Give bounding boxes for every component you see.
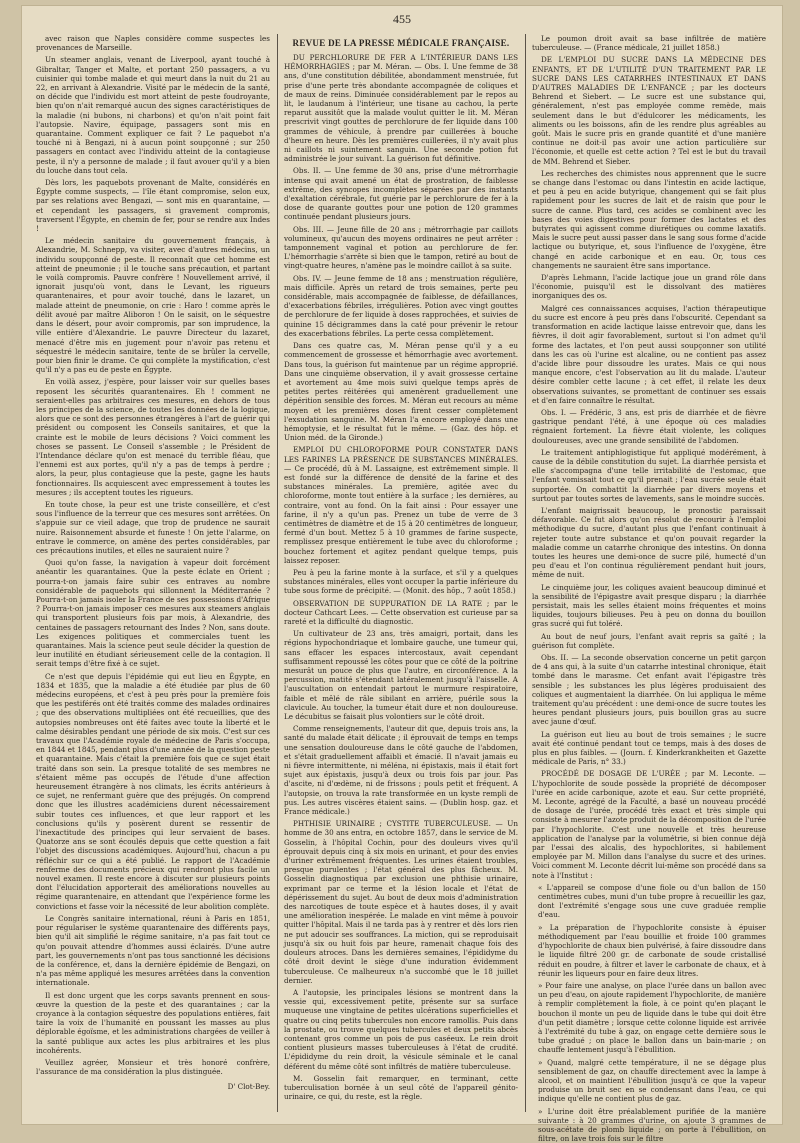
quoted-paragraph: » L'urine doit être préalablement purifiée de la manière suivante : à 20 grammes d'urine, on ajoute 3 grammes de sous-acétate de plomb liquide ; on porte à l'ébullition, on filtre, on lave trois fois sur le filtre — [538, 1106, 766, 1143]
quoted-paragraph: « L'appareil se compose d'une fiole ou d'un ballon de 150 centimètres cubes, muni d'un tube propre à recueillir les gaz, dont l'extrémité s'engage sous une cuve graduée remplie d'eau. — [538, 882, 766, 920]
section-heading: REVUE DE LA PRESSE MÉDICALE FRANÇAISE. — [292, 38, 510, 48]
paragraph: Au bout de neuf jours, l'enfant avait repris sa gaîté ; la guérison fut complète. — [532, 631, 766, 650]
quoted-paragraph: » Quand, malgré cette température, il ne se dégage plus sensiblement de gaz, on chauffe directement avec la lampe à alcool, et on maintient l'ébullition jusqu'à ce que la vapeur produise un bruit sec en se condensant dans l'eau, ce qui indique qu'elle ne contient plus de gaz. — [538, 1057, 766, 1104]
paragraph: D'après Lehmann, l'acide lactique joue un grand rôle dans l'économie, puisqu'il est le dissolvant des matières inorganiques des os. — [532, 273, 766, 301]
paragraph: A l'autopsie, les principales lésions se montrent dans la vessie qui, excessivement petite, présente sur sa surface muqueuse une vingtaine de petites ulcérations superficielles et quatre ou cinq petits tubercules non encore ramollis. Puis dans la prostate, ou trouve quelques tubercules et deux petits abcès contenant gros comme un pois de pus caséeux. Le rein droit contient plusieurs masses tuberculeuses à l'état de crudité. L'épididyme du rein droit, la vésicule séminale et le canal déférent du même côté sont infiltrés de matière tuberculeuse. — [284, 987, 518, 1071]
paragraph: avec raison que Naples considère comme suspectes les provenances de Marseille. — [36, 34, 270, 53]
paragraph: Veuillez agréer, Monsieur et très honoré confrère, l'assurance de ma considération la plus distinguée. — [36, 1057, 270, 1077]
paragraph: Dès lors, les paquebots provenant de Malte, considérés en Égypte comme suspects, — l'île étant compromise, selon eux, par ses relations avec Bengazi, — sont mis en quarantaine, — et cependant les passagers, si gravement compromis, traversent l'Égypte, en chemin de fer, pour se rendre aux Indes ! — [36, 178, 270, 234]
newspaper-page — [22, 6, 782, 1143]
paragraph: Il est donc urgent que les corps savants prennent en sous-œuvre la question de la peste et des quarantaines ; car la croyance à la contagion séquestre des populations entières, fait taire la voix de l'humanité en poussant les masses au plus déplorable égoïsme, et les administrations chargées de veiller à la santé publique aux actes les plus arbitraires et les plus incohérents. — [36, 990, 270, 1055]
quoted-paragraph: » La préparation de l'hypochlorite consiste à épuiser méthodiquement par l'eau bouillie et froide 100 grammes d'hypochlorite de chaux bien pulvérisé, à faire dissoudre dans le liquide filtré 200 gr. de carbonate de soude cristallisé réduit en poudre, à filtrer et laver le carbonate de chaux, et à réunir les liqueurs pour en faire deux litres. — [538, 922, 766, 978]
paragraph: DU PERCHLORURE DE FER A L'INTÉRIEUR DANS LES HÉMORRHAGIES ; par M. Méran. — Obs. I. Une femme de 38 ans, d'une constitution débilitée, abondamment menstruée, fut prise d'une perte très abondante accompagnée de coliques et de maux de reins. Diminuée considérablement par le repos au lit, le laudanum à l'intérieur, une tisane au cachou, la perte reparut aussitôt que la malade voulut quitter le lit. M. Méran prescrivit vingt gouttes de perchlorure de fer liquide dans 100 grammes de véhicule, à prendre par cuillerées à bouche d'heure en heure. Dès les premières cuillerées, il n'y avait plus ni caillots ni suintement sanguin. Une seconde potion fut administrée le jour suivant. La guérison fut définitive. — [284, 53, 518, 164]
paragraph: PHTHISIE URINAIRE ; CYSTITE TUBERCULEUSE. — Un homme de 30 ans entra, en octobre 1857, dans le service de M. Gosselin, à l'hôpital Cochin, pour des douleurs vives qu'il éprouvait depuis cinq à six mois en urinant, et pour des envies d'uriner extrêmement fréquentes. Les urines étaient troubles, presque purulentes ; l'état général des plus fâcheux. M. Gosselin diagnostiqua par exclusion une phthisie urinaire, exprimant par ce terme et la lésion locale et l'état de dépérissement du sujet. Au bout de deux mois d'administration des narcotiques de toute espèce et à hautes doses, il y avait une amélioration inespérée. Le malade en vint même à pouvoir quitter l'hôpital. Mais il ne tarda pas à y rentrer et dès lors rien ne put adoucir ses souffrances. La miction, qui se reproduisait jusqu'à six ou huit fois par heure, ramenait chaque fois des douleurs atroces. Dans les dernières semaines, l'épididyme du côté droit devint le siège d'une induration évidemment tuberculeuse. Ce malheureux n'a succombé que le 18 juillet dernier. — [284, 819, 518, 985]
paragraph: M. Gosselin fait remarquer, en terminant, cette tuberculisation bornée à un seul côté de l'appareil génito-urinaire, ce qui, du reste, est la règle. — [284, 1073, 518, 1102]
paragraph: La guérison eut lieu au bout de trois semaines ; le sucre avait été continué pendant tout ce temps, mais à des doses de plus en plus faibles. — (Journ. f. Kinderkrankheiten et Gazette médicale de Paris, n° 33.) — [532, 729, 766, 767]
paragraph: Le cinquième jour, les coliques avaient beaucoup diminué et la sensibilité de l'épigastre avait presque disparu ; la diarrhée persistait, mais les selles étaient moins fréquentes et moins liquides, toujours bilieuses. Peu à peu on donna du bouillon gras sucré qui fut toléré. — [532, 582, 766, 629]
paragraph: Le médecin sanitaire du gouvernement français, à Alexandrie, M. Schnepp, va visiter, avec d'autres médecins, un individu soupçonné de peste. Il reconnaît que cet homme est atteint de pneumonie ; il le touche sans précaution, et partant le voilà compromis. Pauvre confrère ! Nouvellement arrivé, il ignorait jusqu'où vont, dans le Levant, les rigueurs quarantenaires, et pour avoir touché, dans le lazaret, un malade atteint de pneumonie, on crie : Haro ! comme après le délit avoué par maître Aliboron ! On le saisit, on le séquestre dans le désert, pour avoir compromis, par son imprudence, la ville entière d'Alexandrie. Le pauvre Directeur du lazaret, menacé d'être mis en jugement pour n'avoir pas retenu et séquestré le médecin sanitaire, tente de se brûler la cervelle, pour bien finir le drame. Ce qui complète la mystification, c'est qu'il n'y a pas eu de peste en Égypte. — [36, 236, 270, 375]
paragraph: Obs. III. — Jeune fille de 20 ans ; métrorrhagie par caillots volumineux, qu'aucun des moyens ordinaires ne peut arrêter : tamponnement vaginal et potion au perchlorure de fer. L'hémorrhagie s'arrête si bien que le tampon, retiré au bout de vingt-quatre heures, n'amène pas le moindre caillot à sa suite. — [284, 224, 518, 271]
column-middle — [284, 34, 518, 1114]
paragraph: Un cultivateur de 23 ans, très amaigri, portait, dans les régions hypochondriaque et lombaire gauche, une tumeur qui, sans effacer les espaces intercostaux, avait cependant suffisamment repoussé les côtes pour que ce côté de la poitrine mesurât un pouce de plus que l'autre, en circonférence. A la percussion, matité s'étendant latéralement jusqu'à l'aisselle. A l'auscultation on entendait partout le murmure respiratoire, faible et mêlé de râle sibilant en arrière, puérile sous la clavicule. Au toucher, la tumeur était dure et non douloureuse. Le décubitus se faisait plus volontiers sur le côté droit. — [284, 629, 518, 722]
paragraph: Obs. II. — La seconde observation concerne un petit garçon de 4 ans qui, à la suite d'un catarrhe intestinal chronique, était tombé dans le marasme. Cet enfant avait l'épigastre très sensible ; les substances les plus légères produisaient des coliques et augmentaient la diarrhée. On lui appliqua le même traitement qu'au précédent : une demi-once de sucre toutes les heures pendant plusieurs jours, puis bouillon gras au sucre avec jaune d'œuf. — [532, 653, 766, 727]
paragraph: Malgré ces connaissances acquises, l'action thérapeutique du sucre est encore à peu près dans l'obscurité. Cependant sa transformation en acide lactique laisse entrevoir que, dans les fièvres, il doit agir favorablement, surtout si l'on admet qu'il forme des lactates, et l'on peut aussi soupçonner son utilité dans les cas où l'urine est alcaline, ou ne contient pas assez d'acide libre pour dissoudre les urates. Mais ce qui nous manque encore, c'est l'observation au lit du malade. L'auteur désire combler cette lacune ; à cet effet, il relate les deux observations suivantes, se promettant de continuer ses essais et d'en faire connaître le résultat. — [532, 303, 766, 405]
paragraph: DE L'EMPLOI DU SUCRE DANS LA MÉDECINE DES ENFANTS, ET DE L'UTILITÉ D'UN TRAITEMENT PAR LE SUCRE DANS LES CATARRHES INTESTINAUX ET DANS D'AUTRES MALADIES DE L'ENFANCE ; par les docteurs Behrend et Siebert. — Le sucre est une substance qui, généralement, n'est pas employée comme remède, mais seulement dans le but d'édulcorer les médicaments, les aliments ou les boissons, afin de les rendre plus agréables au goût. Mais le sucre pris en grande quantité et d'une manière continue ne doit-il pas avoir une action particulière sur l'économie, et quelle est cette action ? Tel est le but du travail de MM. Behrend et Sieber. — [532, 55, 766, 166]
column-right — [532, 34, 766, 1143]
paragraph: En voilà assez, j'espère, pour laisser voir sur quelles bases reposent les sécurités quarantenaires. Eh ! comment ne seraient-elles pas arbitraires ces mesures, en dehors de tous les principes de la science, de toutes les données de la logique, alors que ce sont des personnes étrangères à l'art de guérir qui président ou composent les Conseils sanitaires, et que la crainte est le mobile de leurs décisions ? Voici comment les choses se passent. Le Conseil s'assemble ; le Président de l'Intendance déclare qu'on est menacé du terrible fléau, que l'ennemi est aux portes, qu'il n'y a pas de temps à perdre ; alors, la peur, plus contagieuse que la peste, gagne les hauts fonctionnaires. Ils acquiescent avec empressement à toutes les mesures ; ils acceptent toutes les rigueurs. — [36, 377, 270, 497]
quoted-paragraph: » Pour faire une analyse, on place l'urée dans un ballon avec un peu d'eau, on ajoute rapidement l'hypochlorite, de manière à remplir complètement la fiole, à ce point qu'en plaçant le bouchon il monte un peu de liquide dans le tube qui doit être d'un petit diamètre ; lorsque cette colonne liquide est arrivée à l'extrémité du tube à gaz, on engage cette dernière sous le tube gradué ; on place le ballon dans un bain-marie ; on chauffe lentement jusqu'à l'ébullition. — [538, 980, 766, 1055]
paragraph: Obs. IV. — Jeune femme de 18 ans ; menstruation régulière, mais difficile. Après un retard de trois semaines, perte peu considérable, mais accompagnée de faiblesse, de défaillances, d'exacerbations fébriles, irrégulières. Potion avec vingt gouttes de perchlorure de fer liquide à doses rapprochées, et suivies de quinine 15 décigrammes dans la caté pour prévenir le retour des exacerbations fébriles. La perte cessa complètement. — [284, 273, 518, 338]
quoted-procedure — [532, 883, 766, 1143]
paragraph: EMPLOI DU CHLOROFORME POUR CONSTATER DANS LES FARINES LA PRÉSENCE DE SUBSTANCES MINÉRALES. — Ce procédé, dû à M. Lassaigne, est extrêmement simple. Il est fondé sur la différence de densité de la farine et des substances minérales. La première, agitée avec du chloroforme, monte tout entière à la surface ; les dernières, au contraire, vont au fond. On la fait ainsi : Pour essayer une farine, il n'y a qu'un pas. Prenez un tube de verre de 3 centimètres de diamètre et de 15 à 20 centimètres de longueur, fermé d'un bout. Mettez 5 à 10 grammes de farine suspecte, remplissez presque entièrement le tube avec du chloroforme ; bouchez fortement et agitez pendant quelque temps, puis laissez reposer. — [284, 445, 518, 565]
paragraph: Les recherches des chimistes nous apprennent que le sucre se change dans l'estomac ou dans l'intestin en acide lactique, et peu à peu en acide butyrique, changement qui se fait plus rapidement pour les sucres de lait et de raisin que pour le sucre de canne. Plus tard, ces acides se combinent avec les bases des voies digestives pour former des lactates et des butyrates qui agissent comme diurétiques ou comme laxatifs. Mais le sucre peut aussi passer dans le sang sous forme d'acide lactique ou butyrique, et, sous l'influence de l'oxygène, être changé en acide carbonique et en eau. Or, tous ces changements ne sauraient être sans importance. — [532, 168, 766, 270]
paragraph: Le Congrès sanitaire international, réuni à Paris en 1851, pour régulariser le système quarantenaire des différents pays, bien qu'il ait simplifié le régime sanitaire, n'a pas fait tout ce qu'on pouvait attendre d'hommes aussi éclairés. D'une autre part, les gouvernements n'ont pas tous sanctionné les décisions de la conférence, et, dans la dernière épidémie de Bengazi, on n'a pas même appliqué les mesures arrêtées dans la convention internationale. — [36, 913, 270, 988]
paragraph: Le traitement antiphlogistique fut appliqué modérément, à cause de la débile constitution du sujet. La diarrhée persista et elle s'accompagna d'une telle irritabilité de l'estomac, que l'enfant vomissait tout ce qu'il prenait ; l'eau sucrée seule était supportée. On combattit la diarrhée par divers moyens et surtout par toutes sortes de lavements, sans le moindre succès. — [532, 447, 766, 503]
paragraph: Obs. II. — Une femme de 30 ans, prise d'une métrorrhagie intense qui avait amené un état de prostration, de faiblesse extrême, des syncopes incomplètes séparées par des instants d'exaltation cérébrale, fut guérie par le perchlorure de fer à la dose de quarante gouttes pour une potion de 120 grammes continuée pendant plusieurs jours. — [284, 166, 518, 222]
signature: D' Clot-Bey. — [227, 1082, 270, 1092]
page-number: 455 — [393, 12, 411, 26]
paragraph: En toute chose, la peur est une triste conseillère, et c'est sous l'influence de la terreur que ces mesures sont arrêtées. On s'appuie sur ce vieil adage, que trop de prudence ne saurait nuire. Raisonnement absurde et funeste ! On jette l'alarme, on entrave le commerce, on amène des pertes considérables, par ces précautions inutiles, et elles ne sauraient nuire ? — [36, 499, 270, 555]
paragraph: Peu à peu la farine monte à la surface, et s'il y a quelques substances minérales, elles vont occuper la partie inférieure du tube sous forme de précipité. — (Monit. des hôp., 7 août 1858.) — [284, 567, 518, 596]
paragraph: Obs. I. — Frédéric, 3 ans, est pris de diarrhée et de fièvre gastrique pendant l'été, à une époque où ces maladies régnaient fortement. La fièvre était violente, les coliques douloureuses, avec une grande sensibilité de l'abdomen. — [532, 407, 766, 445]
paragraph: Dans ces quatre cas, M. Méran pense qu'il y a eu commencement de grossesse et hémorrhagie avec avortement. Dans tous, la guérison fut maintenue par un régime approprié. Dans une cinquième observation, il y avait grossesse certaine et avortement au 4me mois suivi quelque temps après de petites pertes réitérées qui amenèrent graduellement une dépérition sensible des forces. M. Méran eut recours au même moyen et les premières doses firent cesser complètement l'exsudation sanguine. M. Méran l'a encore employé dans une hémoptysie, et le résultat fut le même. — (Gaz. des hôp. et Union méd. de la Gironde.) — [284, 341, 518, 443]
column-rule — [525, 34, 526, 1112]
paragraph: PROCÉDÉ DE DOSAGE DE L'URÉE ; par M. Leconte. — L'hypochlorite de soude possède la propriété de décomposer l'urée en acide carbonique, azote et eau. Sur cette propriété, M. Leconte, agrégé de la Faculté, a basé un nouveau procédé de dosage de l'urée, procédé très exact et très simple qui consiste à mesurer l'azote produit de la décomposition de l'urée par l'hypochlorite. C'est une nouvelle et très heureuse application de l'analyse par la volumétrie, si bien connue déjà par l'essai des alcalis, des hypochlorites, si habilement employée par M. Millon dans l'analyse du sucre et des urines. Voici comment M. Leconte décrit lui-même son procédé dans sa note à l'Institut : — [532, 769, 766, 880]
paragraph: L'enfant maigrissait beaucoup, le pronostic paraissait défavorable. Ce fut alors qu'on résolut de recourir à l'emploi méthodique du sucre, d'autant plus que l'enfant continuait à rejeter toute autre substance et qu'on pouvait regarder la maladie comme un catarrhe chronique des intestins. On donna toutes les heures une demi-once de sucre pilé, humecté d'un peu d'eau et l'on continua régulièrement pendant huit jours, même de nuit. — [532, 505, 766, 580]
paragraph: Ce n'est que depuis l'épidémie qui eut lieu en Égypte, en 1834 et 1835, que la maladie a été étudiée par plus de 60 médecins européens, et c'est à peu près pour la première fois que les pestiférés ont été traités comme des malades ordinaires ; que des observations multipliées ont été recueillies, que des autopsies nombreuses ont été faites avec toute la liberté et le calme désirables pendant une période de six mois. C'est sur ces travaux que l'Académie royale de médecine de Paris s'occupa, en 1844 et 1845, pendant plus d'une année de la question peste et quarantaine. Mais c'était la première fois que ce sujet était traité dans son sein. La presque totalité de ses membres ne s'étaient même pas occupés de l'étude d'une affection heureusement étrangère à nos climats, les écrits antérieurs à ce sujet, ne renfermant guère que des préjugés. On comprend donc que les illustres académiciens durent nécessairement subir toutes ces influences, et que leur rapport et les conclusions qu'ils y posèrent durent se ressentir de l'inexactitude des principes qui leur servaient de bases. Quatorze ans se sont écoulés depuis que cette question a fait l'objet des discussions académiques. Aujourd'hui, chacun a pu réfléchir sur ce qui a été publié. Le rapport de l'Académie renferme des documents précieux qui rendront plus facile un nouvel examen. Il reste encore à discuter sur plusieurs points dont l'élucidation apporterait des améliorations nouvelles au régime quarantenaire, en attendant que l'expérience forme les convictions et fasse voir la nécessité de leur abolition complète. — [36, 671, 270, 911]
paragraph: Quoi qu'on fasse, la navigation à vapeur doit forcément anéantir les quarantaines. Que la peste éclate en Orient ; pourra-t-on jamais faire subir ces entraves au nombre considérable de paquebots qui sillonnent la Méditerranée ? Pourra-t-on jamais isoler la France de ses possessions d'Afrique ? Pourra-t-on jamais imposer ces mesures aux steamers anglais qui transportent plusieurs fois par mois, à Alexandrie, des centaines de passagers retournant des Indes ? Non, sans doute. Les exigences politiques et commerciales tuent les quarantaines. Mais la science peut seule décider la question de leur inutilité en étudiant sérieusement celle de la contagion. Il serait temps d'être fixé à ce sujet. — [36, 558, 270, 669]
paragraph: Un steamer anglais, venant de Liverpool, ayant touché à Gibraltar, Tanger et Malte, et portant 250 passagers, a vu cuisinier qui tombe malade et qui meurt dans la nuit du 21 au 22, en arrivant à Alexandrie. Visité par le médecin de la santé, on décide que l'individu est mort atteint de peste foudroyante, bien qu'on n'ait remarqué aucun des signes caractéristiques de la maladie (ni bubons, ni charbons) et qu'on n'ait point fait l'autopsie. Navire, équipage, passagers sont mis en quarantaine. Comment expliquer ce fait ? Le paquebot n'a touché ni à Bengazi, ni à aucun point soupçonné ; sur 250 passagers en contact avec l'individu atteint de la contagieuse peste, il n'y a personne de malade ; il faut avouer qu'il y a bien du louche dans tout cela. — [36, 55, 270, 175]
column-rule — [277, 34, 278, 1112]
paragraph: Le poumon droit avait sa base infiltrée de matière tuberculeuse. — (France médicale, 21 juillet 1858.) — [532, 34, 766, 53]
paragraph: Comme renseignements, l'auteur dit que, depuis trois ans, la santé du malade était délicate ; il éprouvait de temps en temps une sensation douloureuse dans le côté gauche de l'abdomen, et s'était graduellement affaibli et émacié. Il n'avait jamais eu ni fièvre intermittente, ni méléna, ni épistaxis, mais il était fort sujet aux épistaxis, jusqu'à deux ou trois fois par jour. Pas d'ascite, ni d'œdème, ni de frissons ; pouls petit et fréquent. A l'autopsie, on trouva la rate transformée en un kyste rempli de pus. Les autres viscères étaient sains. — (Dublin hosp. gaz. et France médicale.) — [284, 724, 518, 817]
paragraph: OBSERVATION DE SUPPURATION DE LA RATE ; par le docteur Cathcart Lees. — Cette observation est curieuse par sa rareté et la difficulté du diagnostic. — [284, 598, 518, 626]
column-left — [36, 34, 270, 1114]
